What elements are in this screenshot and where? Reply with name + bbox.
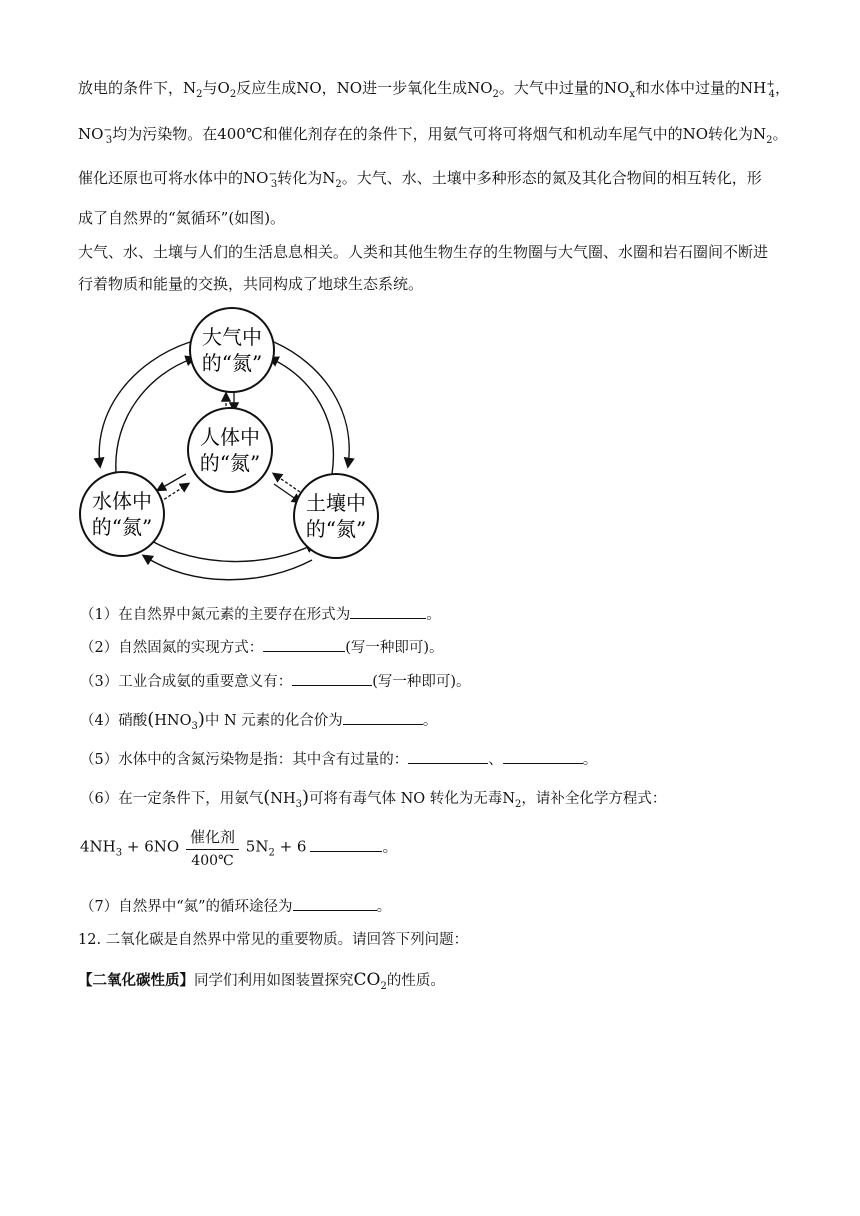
- svg-text:人体中: 人体中: [200, 425, 260, 449]
- svg-text:的“氮”: 的“氮”: [91, 515, 153, 539]
- answer-blank-5a[interactable]: [408, 749, 488, 764]
- arc-atm-to-water: [99, 342, 190, 466]
- question-1: （1）在自然界中氮元素的主要存在形式为 。: [80, 604, 441, 625]
- arc-water-to-atm: [116, 358, 194, 472]
- intro-line-1: 放电的条件下，$N_2$与$O_2$反应生成NO，NO进一步氧化生成$NO_2$。大气中过量的$NO_x$和水体中过量的$NH^+_4$，: [78, 79, 790, 100]
- svg-text:土壤中: 土壤中: [306, 491, 366, 515]
- node-soil: [294, 474, 378, 558]
- svg-text:水体中: 水体中: [92, 489, 152, 513]
- question-7: （7）自然界中“氮”的循环途径为 。: [80, 896, 391, 917]
- question-5: （5）水体中的含氮污染物是指：其中含有过量的： 、 。: [80, 749, 597, 770]
- svg-text:的“氮”: 的“氮”: [201, 351, 263, 375]
- answer-blank-1[interactable]: [350, 604, 426, 619]
- answer-blank-4[interactable]: [343, 710, 423, 725]
- answer-blank-7[interactable]: [293, 896, 377, 911]
- question-12-section: 【二氧化碳性质】同学们利用如图装置探究$CO_2$的性质。: [78, 970, 445, 992]
- answer-blank-5b[interactable]: [503, 749, 583, 764]
- arc-water-to-soil: [150, 540, 314, 562]
- intro-line-2: $NO^-_3$均为污染物。在400℃和催化剂存在的条件下，用氨气可将可将烟气和机动车尾气中的NO转化为$N_2$。: [78, 125, 788, 146]
- node-water: [80, 472, 164, 556]
- intro-line-5: 大气、水、土壤与人们的生活息息相关。人类和其他生物生存的生物圈与大气圈、水圈和岩石圈间不断进: [78, 243, 769, 261]
- reaction-condition: $\frac{\text{催化剂}}{400℃}$: [186, 826, 239, 869]
- answer-blank-3[interactable]: [292, 671, 372, 686]
- nitrogen-cycle-diagram: [78, 306, 388, 592]
- answer-blank-6[interactable]: [310, 837, 382, 852]
- question-2: （2）自然固氮的实现方式： (写一种即可)。: [80, 637, 444, 658]
- arrow-soil-to-human-dashed: [274, 474, 300, 492]
- node-atmosphere: [190, 308, 274, 392]
- svg-text:的“氮”: 的“氮”: [199, 451, 261, 475]
- arc-soil-to-water: [144, 556, 312, 580]
- intro-line-4: 成了自然界的“氮循环”(如图)。: [78, 209, 286, 227]
- intro-line-3: 催化还原也可将水体中的$NO^-_3$转化为$N_2$。大气、水、土壤中多种形态的氮及其化合物间的相互转化，形: [78, 169, 762, 190]
- chemical-equation: $4NH_3 + 6NO$ $\frac{\text{催化剂}}{400℃}$ $5N_2 + 6$ 。: [80, 828, 398, 869]
- svg-text:的“氮”: 的“氮”: [305, 517, 367, 541]
- question-4: （4）硝酸$(HNO_3)$中 N 元素的化合价为 。: [80, 709, 438, 732]
- question-3: （3）工业合成氨的重要意义有： (写一种即可)。: [80, 671, 471, 692]
- svg-text:大气中: 大气中: [202, 325, 262, 349]
- node-human: [188, 408, 272, 492]
- arc-soil-to-atm: [270, 358, 333, 474]
- intro-line-6: 行着物质和能量的交换，共同构成了地球生态系统。: [78, 275, 424, 293]
- answer-blank-2[interactable]: [263, 637, 345, 652]
- question-6: （6）在一定条件下，用氨气$(NH_3)$可将有毒气体 NO 转化为无毒$N_2$，请补全化学方程式：: [80, 787, 667, 810]
- arc-atm-to-soil: [274, 342, 349, 466]
- arrow-human-to-soil: [274, 484, 300, 502]
- question-12-title: 12. 二氧化碳是自然界中常见的重要物质。请回答下列问题：: [78, 932, 469, 948]
